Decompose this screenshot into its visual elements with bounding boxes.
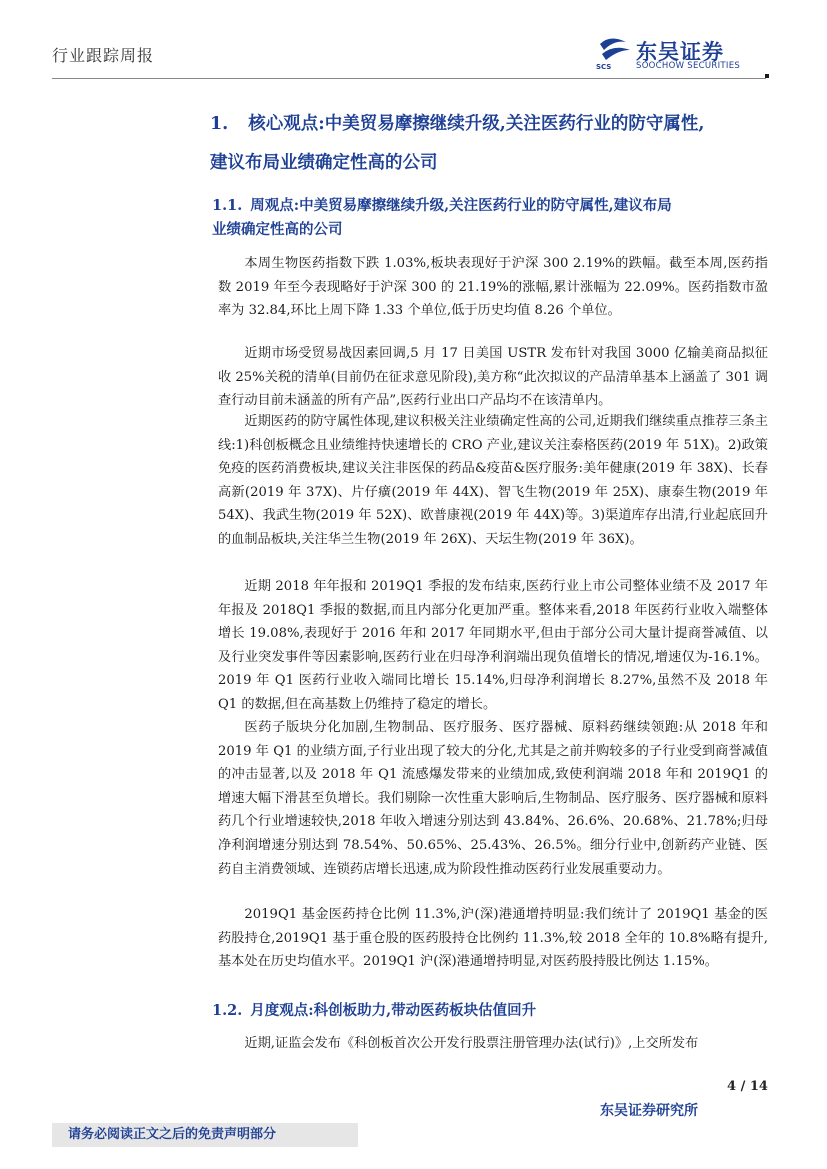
section-1-1-heading-line2: 业绩确定性高的公司 <box>212 221 343 238</box>
logo-abbreviation: SCS <box>596 63 612 71</box>
section-1-1-number: 1.1. <box>212 197 243 214</box>
paragraph-fund-holdings: 2019Q1 基金医药持仓比例 11.3%,沪(深)港通增持明显:我们统计了 2019Q1 基金的医药股持仓,2019Q1 基于重仓股的医药股持仓比例约 11.3%,较 2018 全年的 10.8%略有提升,基本处在历史均值水平。2019Q1 沪(深)港通增持明显,对医药股持股比例达 1.15%。 <box>218 907 768 970</box>
paragraph-recommendations: 近期医药的防守属性体现,建议积极关注业绩确定性高的公司,近期我们继续重点推荐三条主线:1)科创板概念且业绩维持快速增长的 CRO 产业,建议关注泰格医药(2019 年 51X)。2)政策免疫的医药消费板块,建议关注非医保的药品&疫苗&医疗服务:美年健康(2019 年 38X)、长春高新(2019 年 37X)、片仔癀(2019 年 44X)、智飞生物(2019 年 25X)、康泰生物(2019 年 54X)、我武生物(2019 年 52X)、欧普康视(2019 年 44X)等。3)渠道库存出清,行业起底回升的血制品板块,关注华兰生物(2019 年 26X)、天坛生物(2019 年 36X)。 <box>218 414 768 547</box>
logo-chinese-name: 东吴证券 <box>636 40 724 64</box>
paragraph-subsector-divergence: 医药子版块分化加剧,生物制品、医疗服务、医疗器械、原料药继续领跑:从 2018 年和 2019 年 Q1 的业绩方面,子行业出现了较大的分化,尤其是之前并购较多的子行业受到商誉减值的冲击显著,以及 2018 年 Q1 流感爆发带来的业绩加成,致使利润端 2018 年和 2019Q1 的增速大幅下滑甚至负增长。我们剔除一次性重大影响后,生物制品、医疗服务、医疗器械和原料药几个行业增速较快,2018 年收入增速分别达到 43.84%、26.6%、20.68%、21.78%;归母净利润增速分别达到 78.54%、50.65%、25.43%、26.5%。细分行业中,创新药产业链、医药自主消费领域、连锁药店增长迅速,成为阶段性推动医药行业发展重要动力。 <box>218 720 768 877</box>
report-type-label: 行业跟踪周报 <box>52 46 155 65</box>
header-corner-mark <box>765 74 769 78</box>
section-1-2-heading <box>212 998 772 1024</box>
section-1-heading-line2: 建议布局业绩确定性高的公司 <box>210 153 438 173</box>
section-1-number: 1. <box>210 114 229 134</box>
paragraph-trade-war: 近期市场受贸易战因素回调,5 月 17 日美国 USTR 发布针对我国 3000 亿输美商品拟征收 25%关税的清单(目前仍在征求意见阶段),美方称“此次拟议的产品清单基本上涵盖了 301 调查行动目前未涵盖的所有产品”,医药行业出口产品均不在该清单内。 <box>218 346 768 409</box>
section-1-1-heading <box>212 193 772 219</box>
paragraph-earnings-review: 近期 2018 年年报和 2019Q1 季报的发布结束,医药行业上市公司整体业绩不及 2017 年年报及 2018Q1 季报的数据,而且内部分化更加严重。整体来看,2018 年医药行业收入端整体增长 19.08%,表现好于 2016 年和 2017 年同期水平,但由于部分公司大量计提商誉减值、以及行业突发事件等因素影响,医药行业在归母净利润端出现负值增长的情况,增速仅为-16.1%。2019 年 Q1 医药行业收入端同比增长 15.14%,归母净利润增长 8.27%,虽然不及 2018 年 Q1 的数据,但在高基数上仍维持了稳定的增长。 <box>218 579 768 712</box>
section-1-heading <box>210 110 780 138</box>
research-institute-name: 东吴证券研究所 <box>600 1103 698 1119</box>
company-logo <box>596 36 772 72</box>
logo-english-name: SOOCHOW SECURITIES <box>636 61 741 71</box>
paragraph-star-market: 近期,证监会发布《科创板首次公开发行股票注册管理办法(试行)》,上交所发布 <box>244 1036 699 1051</box>
disclaimer-banner: 请务必阅读正文之后的免责声明部分 <box>52 1123 358 1147</box>
section-1-title-line1: 核心观点:中美贸易摩擦继续升级,关注医药行业的防守属性, <box>248 114 705 134</box>
section-1-2-title: 月度观点:科创板助力,带动医药板块估值回升 <box>250 1002 537 1019</box>
page-number: 4 / 14 <box>727 1079 768 1094</box>
header-divider <box>52 78 766 79</box>
paragraph-index-performance: 本周生物医药指数下跌 1.03%,板块表现好于沪深 300 2.19%的跌幅。截至本周,医药指数 2019 年至今表现略好于沪深 300 的 21.19%的涨幅,累计涨幅为 22.09%。医药指数市盈率为 32.84,环比上周下降 1.33 个单位,低于历史均值 8.26 个单位。 <box>218 256 768 319</box>
logo-emblem-icon <box>596 36 632 64</box>
section-1-1-title-line1: 周观点:中美贸易摩擦继续升级,关注医药行业的防守属性,建议布局 <box>250 197 672 214</box>
section-1-2-number: 1.2. <box>212 1002 243 1019</box>
